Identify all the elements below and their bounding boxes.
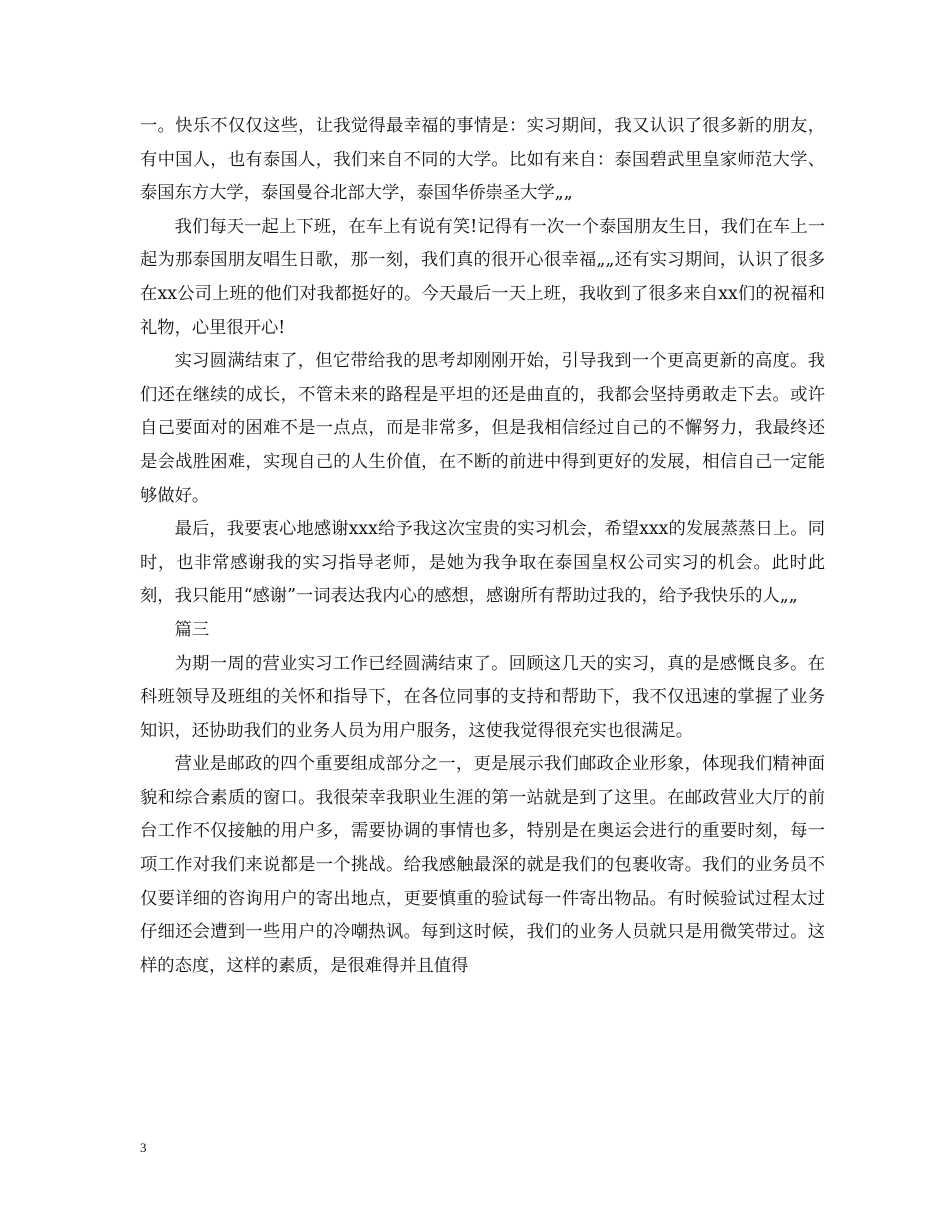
paragraph-1: 一。快乐不仅仅这些，让我觉得最幸福的事情是：实习期间，我又认识了很多新的朋友，有中国人，也有泰国人，我们来自不同的大学。比如有来自：泰国碧武里皇家师范大学、泰国东方大学，泰国曼谷北部大学，泰国华侨崇圣大学„„ xyxy=(140,116,825,204)
section-heading: 篇三 xyxy=(174,619,210,640)
paragraph-4: 最后，我要衷心地感谢xxx给予我这次宝贵的实习机会，希望xxx的发展蒸蒸日上。同时，也非常感谢我的实习指导老师，是她为我争取在泰国皇权公司实习的机会。此时此刻，我只能用“感谢”一词表达我内心的感想，感谢所有帮助过我的，给予我快乐的人„„ xyxy=(140,519,825,607)
paragraph-6: 营业是邮政的四个重要组成部分之一，更是展示我们邮政企业形象，体现我们精神面貌和综合素质的窗口。我很荣幸我职业生涯的第一站就是到了这里。在邮政营业大厅的前台工作不仅接触的用户多，需要协调的事情也多，特别是在奥运会进行的重要时刻，每一项工作对我们来说都是一个挑战。给我感触最深的就是我们的包裹收寄。我们的业务员不仅要详细的咨询用户的寄出地点，更要慎重的验试每一件寄出物品。有时候验试过程太过仔细还会遭到一些用户的冷嘲热讽。每到这时候，我们的业务人员就只是用微笑带过。这样的态度，这样的素质，是很难得并且值得 xyxy=(140,754,825,976)
paragraph-2: 我们每天一起上下班，在车上有说有笑!记得有一次一个泰国朋友生日，我们在车上一起为那泰国朋友唱生日歌，那一刻，我们真的很开心很幸福„„还有实习期间，认识了很多在xx公司上班的他们对我都挺好的。今天最后一天上班，我收到了很多来自xx们的祝福和礼物，心里很开心! xyxy=(140,216,825,338)
page-number: 3 xyxy=(140,1140,147,1155)
document-body xyxy=(140,110,825,983)
paragraph-3: 实习圆满结束了，但它带给我的思考却刚刚开始，引导我到一个更高更新的高度。我们还在继续的成长，不管未来的路程是平坦的还是曲直的，我都会坚持勇敢走下去。或许自己要面对的困难不是一点点，而是非常多，但是我相信经过自己的不懈努力，我最终还是会战胜困难，实现自己的人生价值，在不断的前进中得到更好的发展，相信自己一定能够做好。 xyxy=(140,351,825,506)
paragraph-5: 为期一周的营业实习工作已经圆满结束了。回顾这几天的实习，真的是感慨良多。在科班领导及班组的关怀和指导下，在各位同事的支持和帮助下，我不仅迅速的掌握了业务知识，还协助我们的业务人员为用户服务，这使我觉得很充实也很满足。 xyxy=(140,653,825,741)
